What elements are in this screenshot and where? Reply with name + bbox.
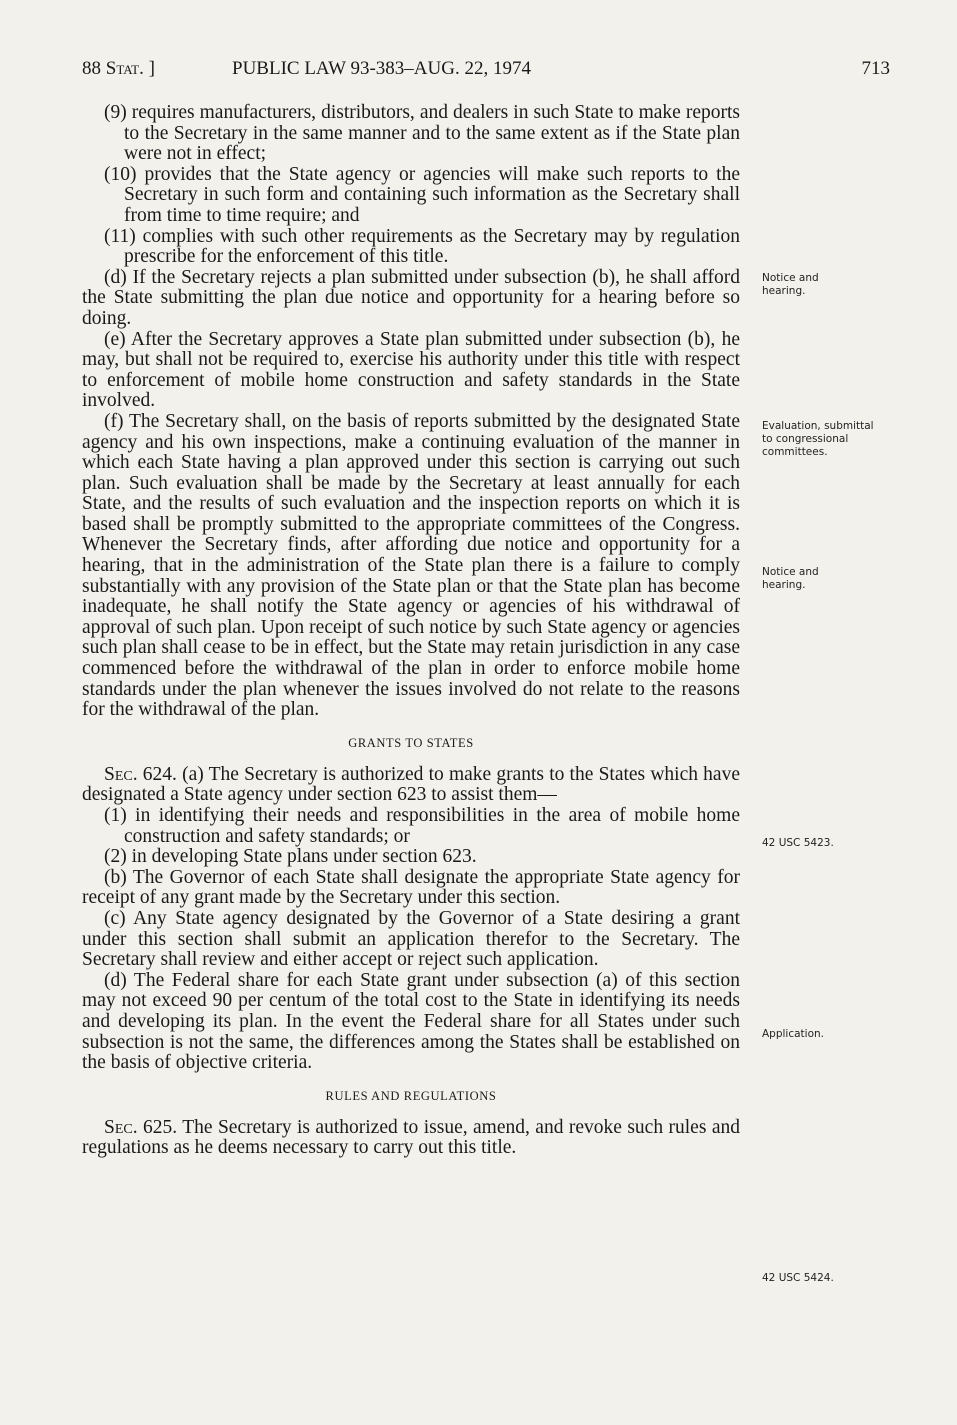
running-title: PUBLIC LAW 93-383–AUG. 22, 1974: [232, 58, 531, 79]
section-624-b: (b) The Governor of each State shall designate the appropriate State agency for receipt of any grant made by the Secretary under this section.: [82, 866, 740, 909]
clause-9: (9) requires manufacturers, distributors, and dealers in such State to make reports to the Secretary in the same manner and to the same extent as if the State plan were not in effect;: [104, 102, 740, 165]
section-624-label: Sec. 624.: [104, 763, 177, 785]
subsection-d: (d) If the Secretary rejects a plan submitted under subsection (b), he shall afford the State submitting the plan due notice and opportunity for a hearing before so doing.: [82, 266, 740, 329]
volume-reference: 88 Stat. ]: [82, 58, 155, 79]
section-625-text: The Secretary is authorized to issue, amend, and revoke such rules and regulations as he deems necessary to carry out this title.: [82, 1116, 740, 1159]
heading-rules-and-regulations: RULES AND REGULATIONS: [325, 1088, 497, 1103]
section-625: [82, 1118, 740, 1159]
margin-note-notice-hearing-1: Notice and hearing.: [762, 272, 819, 297]
margin-note-evaluation: Evaluation, submittal to congressional committees.: [762, 420, 874, 458]
clause-2: (2) in developing State plans under section 623.: [104, 846, 477, 868]
subsection-f: (f) The Secretary shall, on the basis of reports submitted by the designated State agency and his own inspections, make a continuing evaluation of the manner in which each State having a plan approved under this section is carrying out such plan. Such evaluation shall be made by the Secretary at least annually for each State, and the results of such evaluation and the inspection reports on which it is based shall be promptly submitted to the appropriate committees of the Congress. Whenever the Secretary finds, after affording due notice and opportunity for a hearing, that in the administration of the State plan there is a failure to comply substantially with any provision of the State plan or that the State plan has become inadequate, he shall notify the State agency or agencies of his withdrawal of approval of such plan. Upon receipt of such notice by such State agency or agencies such plan shall cease to be in effect, but the State may retain jurisdiction in any case commenced before the withdrawal of the plan in order to enforce mobile home standards under the plan whenever the issues involved do not relate to the reasons for the withdrawal of the plan.: [82, 410, 740, 721]
clause-11: (11) complies with such other requirements as the Secretary may by regulation prescribe for the enforcement of this title.: [104, 225, 740, 268]
page-number: 713: [861, 58, 890, 79]
page-header: [82, 58, 890, 84]
section-624-c: (c) Any State agency designated by the Governor of a State desiring a grant under this section shall submit an application therefor to the Secretary. The Secretary shall review and either accept or reject such application.: [82, 907, 740, 971]
subsection-e: (e) After the Secretary approves a State plan submitted under subsection (b), he may, but shall not be required to, exercise his authority under this title with respect to enforcement of mobile home construction and safety standards in the State involved.: [82, 328, 740, 412]
section-624-a-text: (a) The Secretary is authorized to make grants to the States which have designated a State agency under section 623 to assist them—: [82, 763, 740, 806]
margin-note-application: Application.: [762, 1028, 825, 1040]
body-text: [82, 103, 740, 1159]
margin-note-42-usc-5424: 42 USC 5424.: [762, 1272, 834, 1284]
section-625-label: Sec. 625.: [104, 1116, 178, 1138]
clause-1: (1) in identifying their needs and responsibilities in the area of mobile home construction and safety standards; or: [104, 805, 740, 847]
section-624-d: (d) The Federal share for each State grant under subsection (a) of this section may not exceed 90 per centum of the total cost to the State in identifying its needs and developing its plan. In the event the Federal share for all States under such subsection is not the same, the differences among the States shall be established on the basis of objective criteria.: [82, 969, 740, 1074]
section-624-a: [82, 765, 740, 806]
clause-10: (10) provides that the State agency or agencies will make such reports to the Secretary in such form and containing such information as the Secretary shall from time to time require; and: [104, 163, 740, 226]
margin-note-notice-hearing-2: Notice and hearing.: [762, 566, 819, 591]
margin-note-42-usc-5423: 42 USC 5423.: [762, 837, 834, 849]
heading-grants-to-states: GRANTS TO STATES: [348, 735, 474, 750]
